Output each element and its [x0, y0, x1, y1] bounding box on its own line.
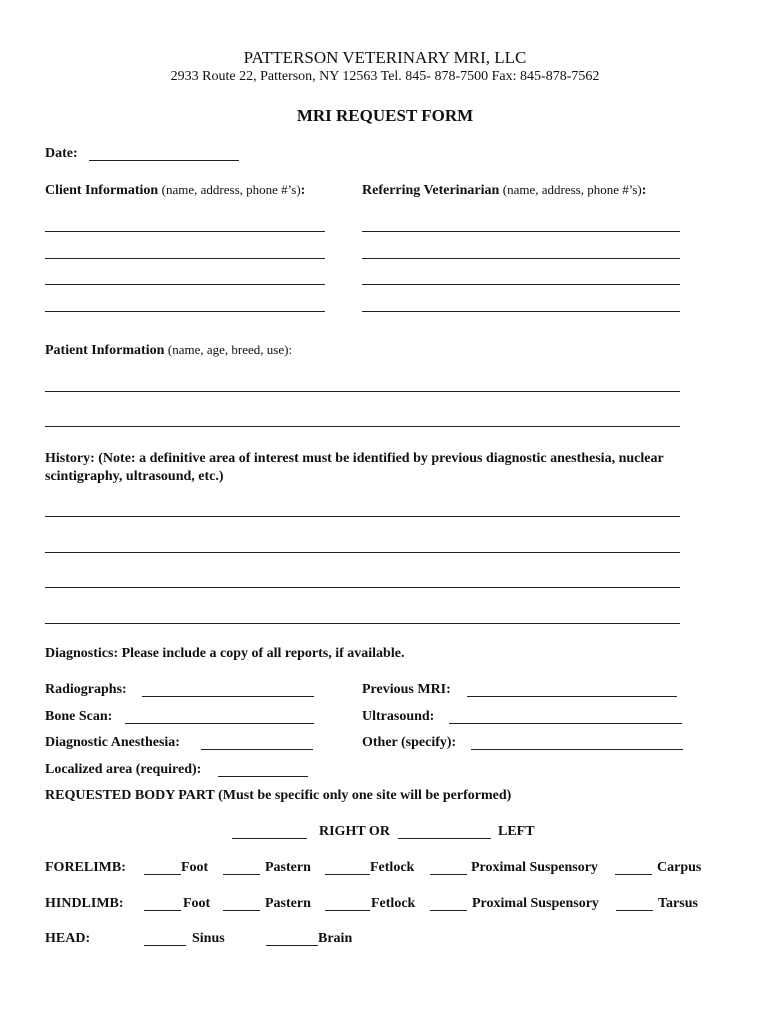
other-label: Other (specify):	[362, 735, 457, 750]
date-field[interactable]	[89, 160, 239, 161]
body-part-heading: REQUESTED BODY PART (Must be specific only one site will be performed)	[45, 788, 512, 803]
client-info-line-3[interactable]	[45, 284, 325, 285]
forelimb-carpus-field[interactable]	[615, 874, 652, 875]
forelimb-fetlock-label: Fetlock	[370, 860, 415, 875]
ultrasound-field[interactable]	[449, 723, 682, 724]
patient-info-hint: (name, age, breed, use):	[167, 342, 293, 357]
client-info-colon: :	[300, 183, 306, 198]
company-address: 2933 Route 22, Patterson, NY 12563 Tel. 845- 878-7500 Fax: 845-878-7562	[170, 69, 600, 84]
ultrasound-label: Ultrasound:	[362, 709, 435, 724]
bone-scan-field[interactable]	[125, 723, 314, 724]
history-line-4[interactable]	[45, 623, 680, 624]
hindlimb-foot-label: Foot	[183, 896, 211, 911]
left-field[interactable]	[398, 838, 491, 839]
radiographs-label: Radiographs:	[45, 682, 127, 697]
date-label: Date:	[45, 146, 78, 161]
hindlimb-tarsus-field[interactable]	[616, 910, 653, 911]
history-line-2[interactable]	[45, 552, 680, 553]
history-line-3[interactable]	[45, 587, 680, 588]
form-title: MRI REQUEST FORM	[296, 106, 474, 125]
forelimb-carpus-label: Carpus	[657, 860, 702, 875]
diagnostics-heading: Diagnostics: Please include a copy of all reports, if available.	[45, 646, 405, 661]
hindlimb-proximal-label: Proximal Suspensory	[472, 896, 599, 911]
hindlimb-fetlock-field[interactable]	[325, 910, 370, 911]
head-label: HEAD:	[45, 931, 91, 946]
patient-info-line-1[interactable]	[45, 391, 680, 392]
previous-mri-field[interactable]	[467, 696, 677, 697]
client-info-hint: (name, address, phone #’s)	[161, 182, 301, 197]
right-or-label: RIGHT OR	[319, 824, 390, 839]
client-info-line-2[interactable]	[45, 258, 325, 259]
forelimb-fetlock-field[interactable]	[325, 874, 370, 875]
forelimb-label: FORELIMB:	[45, 860, 126, 875]
referring-vet-line-1[interactable]	[362, 231, 680, 232]
localized-area-field[interactable]	[218, 776, 308, 777]
hindlimb-pastern-field[interactable]	[223, 910, 260, 911]
client-info-label: Client Information	[45, 183, 159, 198]
patient-info-line-2[interactable]	[45, 426, 680, 427]
patient-info-heading	[45, 342, 292, 359]
company-name: PATTERSON VETERINARY MRI, LLC	[243, 48, 527, 67]
hindlimb-proximal-field[interactable]	[430, 910, 467, 911]
referring-vet-label: Referring Veterinarian	[362, 183, 500, 198]
head-brain-field[interactable]	[266, 945, 318, 946]
left-label: LEFT	[498, 824, 535, 839]
forelimb-proximal-label: Proximal Suspensory	[471, 860, 598, 875]
referring-vet-line-2[interactable]	[362, 258, 680, 259]
right-field[interactable]	[232, 838, 307, 839]
head-sinus-label: Sinus	[192, 931, 225, 946]
hindlimb-label: HINDLIMB:	[45, 896, 124, 911]
diagnostic-anesthesia-field[interactable]	[201, 749, 313, 750]
client-info-line-4[interactable]	[45, 311, 325, 312]
referring-vet-heading	[362, 182, 646, 199]
client-info-line-1[interactable]	[45, 231, 325, 232]
hindlimb-pastern-label: Pastern	[265, 896, 311, 911]
previous-mri-label: Previous MRI:	[362, 682, 451, 697]
forelimb-pastern-label: Pastern	[265, 860, 311, 875]
forelimb-foot-field[interactable]	[144, 874, 181, 875]
head-brain-label: Brain	[318, 931, 353, 946]
referring-vet-hint: (name, address, phone #’s)	[502, 182, 642, 197]
referring-vet-colon: :	[641, 183, 647, 198]
forelimb-foot-label: Foot	[181, 860, 209, 875]
hindlimb-fetlock-label: Fetlock	[371, 896, 416, 911]
hindlimb-foot-field[interactable]	[144, 910, 181, 911]
forelimb-pastern-field[interactable]	[223, 874, 260, 875]
referring-vet-line-3[interactable]	[362, 284, 680, 285]
head-sinus-field[interactable]	[144, 945, 186, 946]
referring-vet-line-4[interactable]	[362, 311, 680, 312]
bone-scan-label: Bone Scan:	[45, 709, 113, 724]
history-heading: History: (Note: a definitive area of interest must be identified by previous diagnostic anesthesia, nuclear scintigraphy, ultrasound, etc.)	[45, 451, 664, 484]
forelimb-proximal-field[interactable]	[430, 874, 467, 875]
hindlimb-tarsus-label: Tarsus	[658, 896, 698, 911]
localized-area-label: Localized area (required):	[45, 762, 202, 777]
patient-info-label: Patient Information	[45, 343, 165, 358]
history-line-1[interactable]	[45, 516, 680, 517]
radiographs-field[interactable]	[142, 696, 314, 697]
client-info-heading	[45, 182, 305, 199]
other-field[interactable]	[471, 749, 683, 750]
diagnostic-anesthesia-label: Diagnostic Anesthesia:	[45, 735, 180, 750]
